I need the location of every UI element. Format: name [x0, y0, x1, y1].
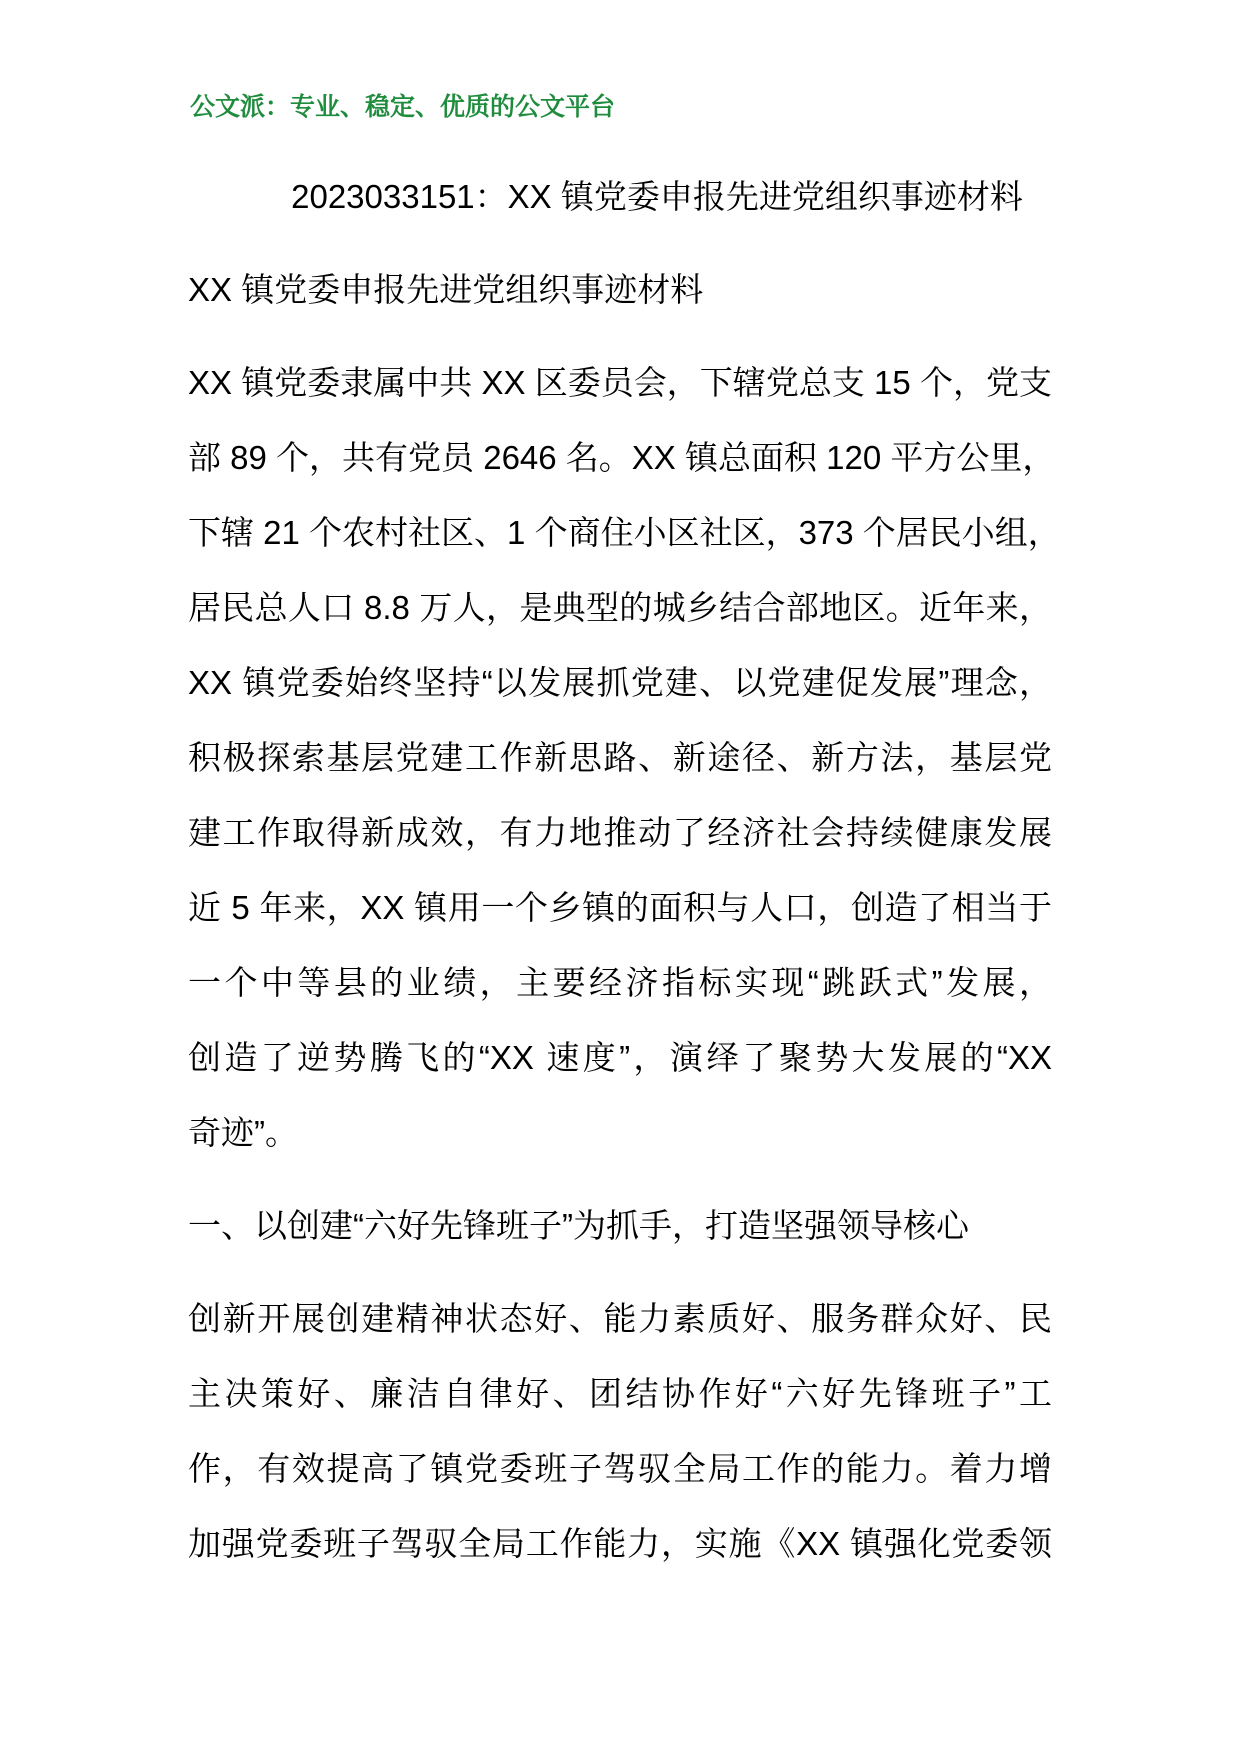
document-subtitle: XX 镇党委申报先进党组织事迹材料 [188, 271, 704, 308]
paragraph-line: 作，有效提高了镇党委班子驾驭全局工作的能力。着力增 [188, 1450, 1052, 1487]
paragraph-line: XX 镇党委隶属中共 XX 区委员会，下辖党总支 15 个，党支 [188, 364, 1052, 401]
document-title: 2023033151：XX 镇党委申报先进党组织事迹材料 [291, 178, 1023, 215]
paragraph-line: 创造了逆势腾飞的“XX 速度”，演绎了聚势大发展的“XX [188, 1039, 1052, 1076]
paragraph-line: 创新开展创建精神状态好、能力素质好、服务群众好、民 [188, 1300, 1052, 1337]
paragraph-line: 积极探索基层党建工作新思路、新途径、新方法，基层党 [188, 739, 1052, 776]
section-1-paragraph [188, 1281, 1052, 1581]
section-heading: 一、以创建“六好先锋班子”为抓手，打造坚强领导核心 [188, 1207, 969, 1244]
paragraph-line: 加强党委班子驾驭全局工作能力，实施《XX 镇强化党委领 [188, 1525, 1052, 1562]
paragraph-line: 近 5 年来，XX 镇用一个乡镇的面积与人口，创造了相当于 [188, 889, 1052, 926]
intro-paragraph [188, 345, 1061, 1170]
paragraph-line: 下辖 21 个农村社区、1 个商住小区社区，373 个居民小组， [188, 514, 1061, 551]
paragraph-line: 建工作取得新成效，有力地推动了经济社会持续健康发展 [188, 814, 1052, 851]
paragraph-line: 主决策好、廉洁自律好、团结协作好“六好先锋班子”工 [188, 1375, 1052, 1412]
paragraph-line: 部 89 个，共有党员 2646 名。XX 镇总面积 120 平方公里， [188, 439, 1056, 476]
section-1 [188, 1188, 1052, 1263]
paragraph-line: XX 镇党委始终坚持“以发展抓党建、以党建促发展”理念， [188, 664, 1052, 701]
paragraph-line: 一个中等县的业绩，主要经济指标实现“跳跃式”发展， [188, 964, 1052, 1001]
paragraph-line: 居民总人口 8.8 万人，是典型的城乡结合部地区。近年来， [188, 589, 1052, 626]
paragraph-line: 奇迹”。 [188, 1114, 298, 1151]
subtitle-block [188, 252, 1052, 327]
header-slogan: 公文派：专业、稳定、优质的公文平台 [190, 93, 616, 121]
